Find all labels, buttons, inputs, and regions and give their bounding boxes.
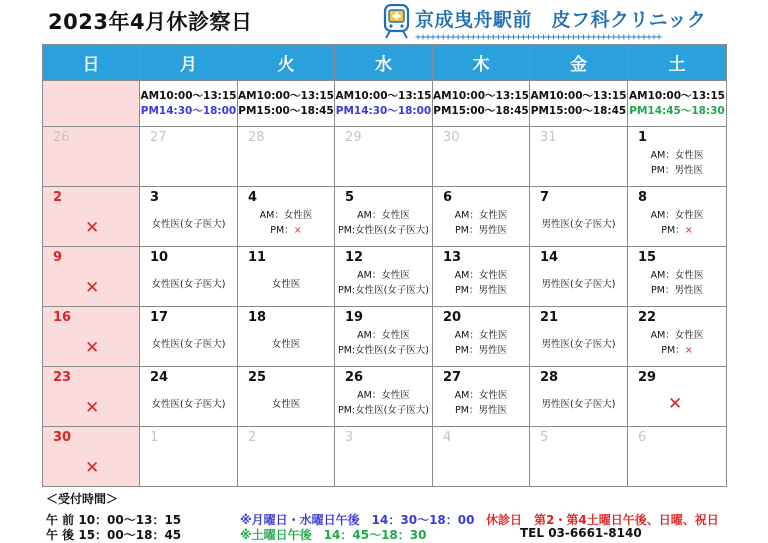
day-cell bbox=[628, 187, 727, 247]
weekday-header-row bbox=[43, 45, 727, 81]
hours-cell bbox=[238, 81, 335, 127]
doctor-note-text: 男性医(女子医大) bbox=[541, 339, 616, 350]
day-cell bbox=[43, 127, 140, 187]
day-number: 29 bbox=[345, 130, 362, 145]
doctor-note bbox=[238, 208, 334, 238]
day-cell bbox=[335, 307, 433, 367]
doctor-note-text: AM：女性医 PM:女性医(女子医大) bbox=[337, 270, 430, 296]
weekday-header: 月 bbox=[140, 45, 238, 81]
doctor-note bbox=[140, 397, 237, 412]
weekday-header: 火 bbox=[238, 45, 335, 81]
day-cell bbox=[335, 127, 433, 187]
doctor-note bbox=[335, 208, 432, 238]
day-cell bbox=[140, 307, 238, 367]
day-number: 1 bbox=[638, 130, 648, 145]
day-cell bbox=[530, 427, 628, 487]
closed-icon: ✕ bbox=[668, 394, 683, 414]
day-cell bbox=[238, 367, 335, 427]
day-number: 19 bbox=[345, 310, 364, 325]
closed-icon: ✕ bbox=[85, 458, 100, 478]
doctor-note-text: 女性医 bbox=[271, 399, 301, 410]
doctor-note bbox=[628, 328, 726, 358]
doctor-note-text: AM：女性医 PM： bbox=[259, 210, 313, 236]
doctor-note-text: AM：女性医 PM：男性医 bbox=[650, 270, 704, 296]
day-cell bbox=[140, 367, 238, 427]
am-hours: AM10:00～13:15 bbox=[140, 89, 237, 102]
day-number: 17 bbox=[150, 310, 169, 325]
day-number: 2 bbox=[53, 190, 63, 205]
day-number: 6 bbox=[443, 190, 453, 205]
doctor-note-text: AM：女性医 PM： bbox=[650, 330, 704, 356]
day-cell bbox=[335, 427, 433, 487]
day-cell bbox=[140, 427, 238, 487]
day-cell bbox=[628, 307, 727, 367]
day-cell bbox=[43, 187, 140, 247]
doctor-note-text: AM：女性医 PM：男性医 bbox=[454, 210, 508, 236]
day-number: 6 bbox=[638, 430, 647, 445]
day-cell bbox=[530, 127, 628, 187]
clinic-logo bbox=[383, 2, 723, 44]
pm-closed-icon: × bbox=[684, 225, 693, 236]
reception-pm: 午 後 15：00～18：45 bbox=[46, 528, 182, 542]
day-cell bbox=[530, 367, 628, 427]
doctor-note-text: 女性医(女子医大) bbox=[151, 399, 226, 410]
day-cell bbox=[335, 367, 433, 427]
day-cell bbox=[433, 187, 530, 247]
note-mon-wed: ※月曜日・水曜日午後 14：30～18：00 bbox=[240, 513, 475, 527]
day-cell bbox=[140, 247, 238, 307]
closed-icon: ✕ bbox=[85, 218, 100, 238]
rail-decoration: +++++++++++++++++++++++++++++++++++++++++++++++++ bbox=[415, 32, 662, 43]
day-number: 11 bbox=[248, 250, 267, 265]
pm-hours: PM15:00～18:45 bbox=[433, 104, 529, 117]
doctor-note bbox=[238, 397, 334, 412]
doctor-note-text: 女性医(女子医大) bbox=[151, 339, 226, 350]
pm-closed-icon: × bbox=[293, 225, 302, 236]
doctor-note bbox=[140, 277, 237, 292]
day-number: 9 bbox=[53, 250, 63, 265]
day-number: 3 bbox=[345, 430, 354, 445]
day-number: 4 bbox=[248, 190, 258, 205]
weekday-header: 日 bbox=[43, 45, 140, 81]
page-title: 2023年4月休診察日 bbox=[48, 10, 253, 34]
am-hours: AM10:00～13:15 bbox=[238, 89, 334, 102]
doctor-note-text: 男性医(女子医大) bbox=[541, 279, 616, 290]
day-number: 5 bbox=[540, 430, 549, 445]
day-number: 23 bbox=[53, 370, 72, 385]
train-icon bbox=[383, 4, 410, 40]
hours-cell bbox=[433, 81, 530, 127]
doctor-note bbox=[530, 277, 627, 292]
doctor-note bbox=[335, 328, 432, 358]
day-number: 8 bbox=[638, 190, 648, 205]
day-number: 18 bbox=[248, 310, 267, 325]
doctor-note-text: AM：女性医 PM：男性医 bbox=[454, 270, 508, 296]
day-number: 31 bbox=[540, 130, 557, 145]
day-number: 13 bbox=[443, 250, 462, 265]
week-row bbox=[43, 367, 727, 427]
day-cell bbox=[628, 127, 727, 187]
day-cell bbox=[43, 247, 140, 307]
holiday-note: 休診日 第2・第4土曜日午後、日曜、祝日 bbox=[486, 513, 719, 527]
calendar-table bbox=[42, 44, 727, 487]
closed-icon: ✕ bbox=[85, 278, 100, 298]
doctor-note bbox=[433, 328, 529, 358]
hours-cell bbox=[335, 81, 433, 127]
doctor-note-text: 男性医(女子医大) bbox=[541, 219, 616, 230]
tel-number: TEL 03-6661-8140 bbox=[520, 526, 642, 540]
clinic-name: 京成曳舟駅前 皮フ科クリニック bbox=[415, 9, 707, 31]
weekday-header: 金 bbox=[530, 45, 628, 81]
week-row bbox=[43, 247, 727, 307]
hours-row bbox=[43, 81, 727, 127]
doctor-note bbox=[238, 337, 334, 352]
weekday-header: 水 bbox=[335, 45, 433, 81]
day-number: 5 bbox=[345, 190, 355, 205]
am-hours: AM10:00～13:15 bbox=[629, 89, 725, 102]
doctor-note-text: 男性医(女子医大) bbox=[541, 399, 616, 410]
doctor-note-text: 女性医 bbox=[271, 279, 301, 290]
doctor-note-text: 女性医 bbox=[271, 339, 301, 350]
day-number: 30 bbox=[443, 130, 460, 145]
pm-closed-icon: × bbox=[684, 345, 693, 356]
day-number: 24 bbox=[150, 370, 169, 385]
doctor-note-text: AM：女性医 PM： bbox=[650, 210, 704, 236]
day-number: 27 bbox=[150, 130, 167, 145]
week-row bbox=[43, 427, 727, 487]
day-number: 4 bbox=[443, 430, 452, 445]
doctor-note bbox=[433, 268, 529, 298]
doctor-note bbox=[335, 268, 432, 298]
doctor-note-text: AM：女性医 PM:女性医(女子医大) bbox=[337, 390, 430, 416]
day-number: 12 bbox=[345, 250, 364, 265]
day-cell bbox=[140, 187, 238, 247]
day-number: 27 bbox=[443, 370, 462, 385]
hours-cell bbox=[140, 81, 238, 127]
doctor-note-text: AM：女性医 PM：男性医 bbox=[454, 330, 508, 356]
hours-cell bbox=[43, 81, 140, 127]
day-cell bbox=[530, 247, 628, 307]
day-cell bbox=[238, 247, 335, 307]
reception-am: 午 前 10：00～13：15 bbox=[46, 513, 182, 527]
day-cell bbox=[43, 427, 140, 487]
day-cell bbox=[433, 307, 530, 367]
reception-heading: ＜受付時間＞ bbox=[46, 492, 119, 506]
day-number: 2 bbox=[248, 430, 257, 445]
day-cell bbox=[335, 247, 433, 307]
day-number: 14 bbox=[540, 250, 559, 265]
am-hours: AM10:00～13:15 bbox=[335, 89, 432, 102]
doctor-note bbox=[433, 208, 529, 238]
day-cell bbox=[530, 307, 628, 367]
pm-hours: PM14:45～18:30 bbox=[629, 104, 725, 117]
week-row bbox=[43, 307, 727, 367]
doctor-note bbox=[335, 388, 432, 418]
doctor-note bbox=[140, 217, 237, 232]
day-number: 30 bbox=[53, 430, 72, 445]
week-row bbox=[43, 127, 727, 187]
doctor-note-text: AM：女性医 PM：男性医 bbox=[650, 150, 704, 176]
day-cell bbox=[238, 127, 335, 187]
day-cell bbox=[238, 427, 335, 487]
am-hours: AM10:00～13:15 bbox=[433, 89, 529, 102]
am-hours: AM10:00～13:15 bbox=[530, 89, 627, 102]
doctor-note bbox=[238, 277, 334, 292]
day-number: 22 bbox=[638, 310, 657, 325]
day-cell bbox=[530, 187, 628, 247]
doctor-note-text: 女性医(女子医大) bbox=[151, 279, 226, 290]
hours-cell bbox=[628, 81, 727, 127]
day-cell bbox=[335, 187, 433, 247]
weekday-header: 木 bbox=[433, 45, 530, 81]
doctor-note bbox=[628, 208, 726, 238]
doctor-note bbox=[628, 268, 726, 298]
day-number: 26 bbox=[53, 130, 70, 145]
doctor-note bbox=[433, 388, 529, 418]
day-cell bbox=[433, 427, 530, 487]
day-number: 21 bbox=[540, 310, 559, 325]
day-number: 1 bbox=[150, 430, 159, 445]
day-cell bbox=[433, 367, 530, 427]
doctor-note-text: 女性医(女子医大) bbox=[151, 219, 226, 230]
day-cell bbox=[238, 187, 335, 247]
note-sat: ※土曜日午後 14：45～18：30 bbox=[240, 528, 427, 542]
day-cell bbox=[140, 127, 238, 187]
doctor-note-text: AM：女性医 PM:女性医(女子医大) bbox=[337, 330, 430, 356]
day-number: 28 bbox=[248, 130, 265, 145]
day-cell bbox=[238, 307, 335, 367]
day-number: 16 bbox=[53, 310, 72, 325]
closed-icon: ✕ bbox=[85, 338, 100, 358]
day-cell bbox=[43, 307, 140, 367]
doctor-note bbox=[628, 148, 726, 178]
doctor-note bbox=[530, 217, 627, 232]
day-number: 25 bbox=[248, 370, 267, 385]
day-number: 26 bbox=[345, 370, 364, 385]
day-number: 15 bbox=[638, 250, 657, 265]
day-number: 3 bbox=[150, 190, 160, 205]
doctor-note bbox=[530, 337, 627, 352]
week-row bbox=[43, 187, 727, 247]
pm-hours: PM15:00～18:45 bbox=[238, 104, 334, 117]
day-cell bbox=[628, 247, 727, 307]
closed-icon: ✕ bbox=[85, 398, 100, 418]
pm-hours: PM14:30～18:00 bbox=[335, 104, 432, 117]
day-cell bbox=[433, 247, 530, 307]
doctor-note bbox=[140, 337, 237, 352]
day-number: 20 bbox=[443, 310, 462, 325]
day-number: 28 bbox=[540, 370, 559, 385]
day-cell bbox=[43, 367, 140, 427]
doctor-note-text: AM：女性医 PM：男性医 bbox=[454, 390, 508, 416]
day-number: 29 bbox=[638, 370, 657, 385]
day-cell bbox=[628, 367, 727, 427]
day-cell bbox=[433, 127, 530, 187]
day-number: 7 bbox=[540, 190, 550, 205]
weekday-header: 土 bbox=[628, 45, 727, 81]
doctor-note-text: AM：女性医 PM:女性医(女子医大) bbox=[337, 210, 430, 236]
hours-cell bbox=[530, 81, 628, 127]
doctor-note bbox=[530, 397, 627, 412]
pm-hours: PM15:00～18:45 bbox=[530, 104, 627, 117]
day-cell bbox=[628, 427, 727, 487]
day-number: 10 bbox=[150, 250, 169, 265]
pm-hours: PM14:30～18:00 bbox=[140, 104, 237, 117]
